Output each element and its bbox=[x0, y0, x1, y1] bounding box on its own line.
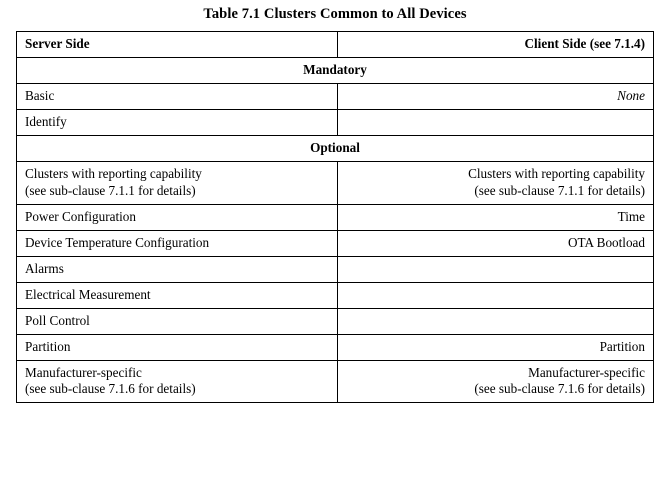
cell-client-reporting-capability bbox=[338, 162, 654, 204]
cell-client-empty bbox=[338, 110, 654, 136]
cell-server-alarms: Alarms bbox=[17, 256, 338, 282]
cell-client-ota-bootload: OTA Bootload bbox=[338, 230, 654, 256]
cell-server-device-temperature-configuration: Device Temperature Configuration bbox=[17, 230, 338, 256]
cell-text-main: Manufacturer-specific bbox=[528, 365, 645, 381]
cell-text-note: (see sub-clause 7.1.6 for details) bbox=[474, 381, 645, 397]
cell-client-empty bbox=[338, 256, 654, 282]
cell-text-main: Clusters with reporting capability bbox=[25, 166, 202, 182]
cell-client-empty bbox=[338, 282, 654, 308]
cell-server-partition: Partition bbox=[17, 335, 338, 361]
table-row bbox=[17, 230, 654, 256]
table-caption: Table 7.1 Clusters Common to All Devices bbox=[203, 6, 467, 22]
cell-client-none: None bbox=[338, 84, 654, 110]
cell-client-partition: Partition bbox=[338, 335, 654, 361]
table-row bbox=[17, 162, 654, 204]
clusters-table bbox=[16, 31, 654, 403]
table-row bbox=[17, 335, 654, 361]
table-row bbox=[17, 110, 654, 136]
cell-server-poll-control: Poll Control bbox=[17, 309, 338, 335]
table-row bbox=[17, 309, 654, 335]
cell-text-note: (see sub-clause 7.1.6 for details) bbox=[25, 381, 196, 397]
column-header-client-side: Client Side (see 7.1.4) bbox=[338, 32, 654, 58]
cell-client-empty bbox=[338, 309, 654, 335]
cell-text-note: (see sub-clause 7.1.1 for details) bbox=[25, 182, 196, 198]
section-header-label: Mandatory bbox=[17, 58, 654, 84]
table-row bbox=[17, 256, 654, 282]
cell-server-basic: Basic bbox=[17, 84, 338, 110]
cell-server-manufacturer-specific bbox=[17, 361, 338, 403]
cell-server-reporting-capability bbox=[17, 162, 338, 204]
table-row bbox=[17, 84, 654, 110]
cell-text-main: Manufacturer-specific bbox=[25, 365, 142, 381]
cell-text-main: Clusters with reporting capability bbox=[468, 166, 645, 182]
table-row bbox=[17, 204, 654, 230]
table-header-row bbox=[17, 32, 654, 58]
section-header-optional bbox=[17, 136, 654, 162]
cell-server-electrical-measurement: Electrical Measurement bbox=[17, 282, 338, 308]
cell-server-identify: Identify bbox=[17, 110, 338, 136]
table-row bbox=[17, 282, 654, 308]
cell-server-power-configuration: Power Configuration bbox=[17, 204, 338, 230]
cell-text-note: (see sub-clause 7.1.1 for details) bbox=[474, 182, 645, 198]
table-row bbox=[17, 361, 654, 403]
column-header-server-side: Server Side bbox=[17, 32, 338, 58]
cell-client-manufacturer-specific bbox=[338, 361, 654, 403]
section-header-label: Optional bbox=[17, 136, 654, 162]
cell-client-time: Time bbox=[338, 204, 654, 230]
section-header-mandatory bbox=[17, 58, 654, 84]
